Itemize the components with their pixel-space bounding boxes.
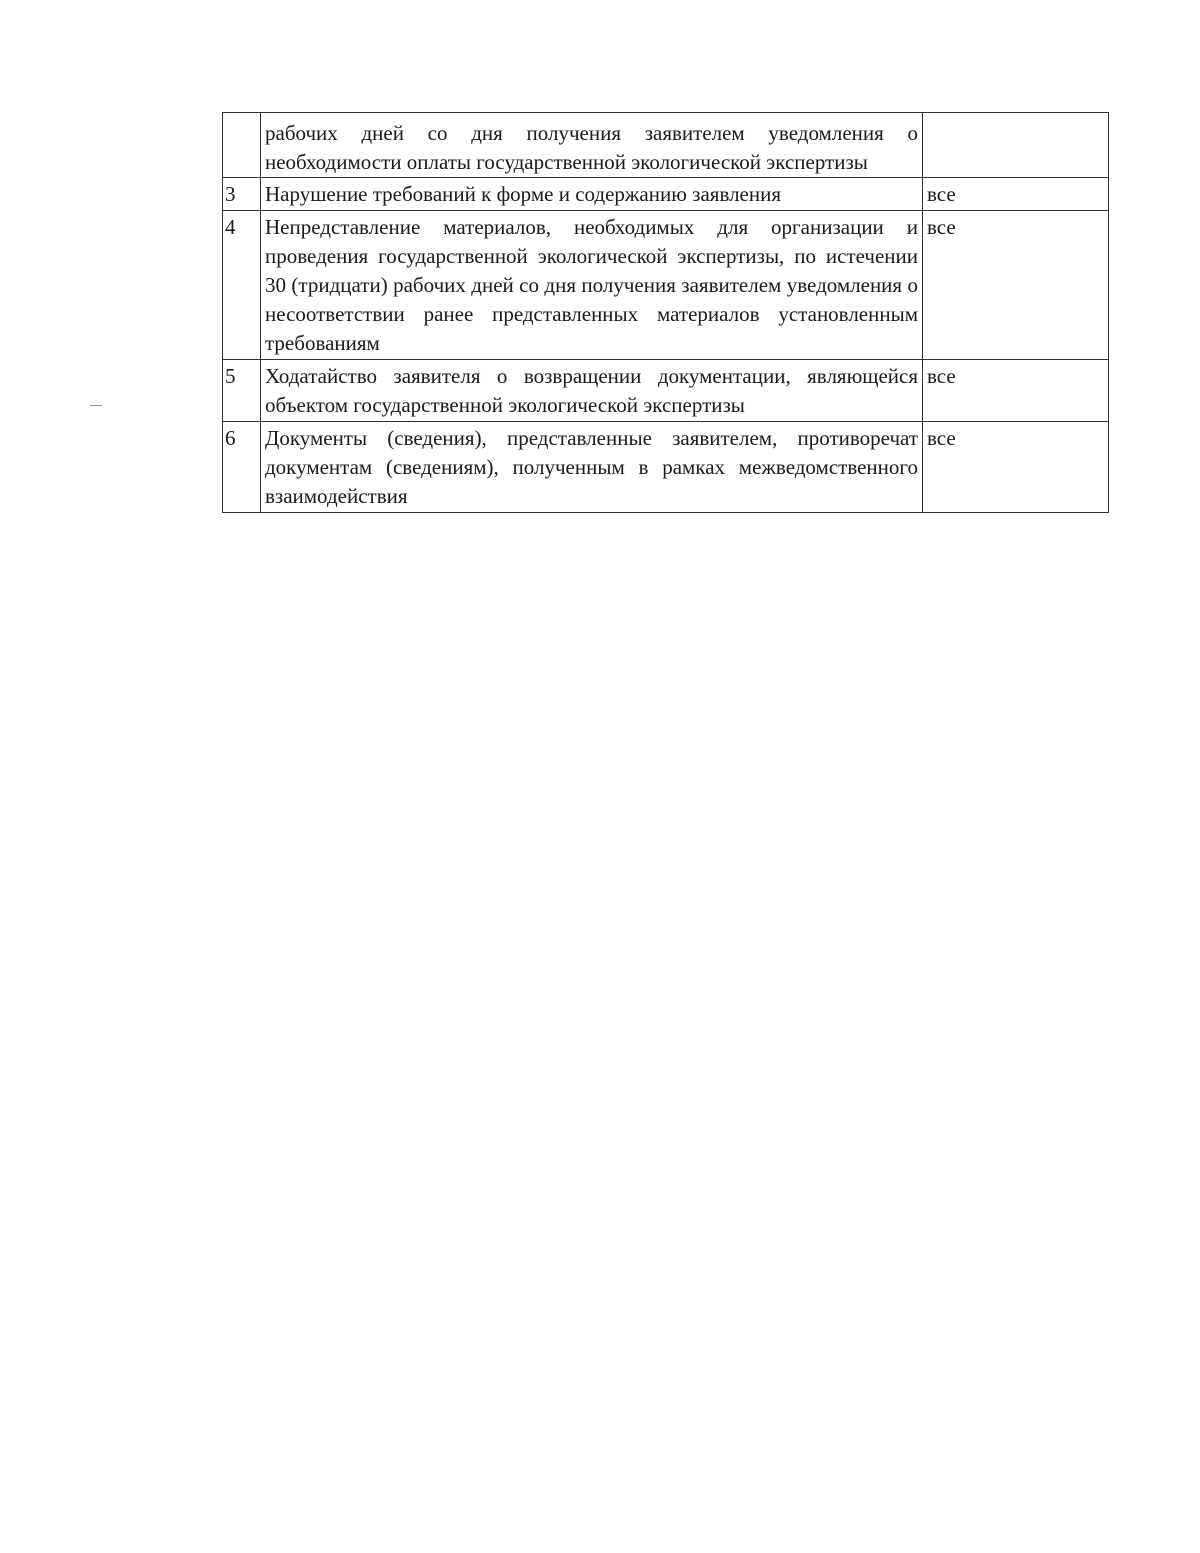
table-row [223, 211, 1109, 360]
row-text: Непредставление материалов, необходимых для организации и проведения государственной экологической экспертизы, по истечении 30 (тридцати) рабочих дней со дня получения заявителем уведомления о несоответствии ранее представленных материалов установленным требованиям [261, 211, 923, 360]
row-number: 5 [223, 360, 261, 422]
row-applies-to: все [923, 360, 1109, 422]
table-row [223, 360, 1109, 422]
row-text: Нарушение требований к форме и содержанию заявления [261, 178, 923, 211]
row-text: Ходатайство заявителя о возвращении документации, являющейся объектом государственной экологической экспертизы [261, 360, 923, 422]
row-number [223, 113, 261, 178]
table-row [223, 422, 1109, 513]
refusal-grounds-table [222, 112, 1109, 513]
row-text: рабочих дней со дня получения заявителем уведомления о необходимости оплаты государственной экологической экспертизы [261, 113, 923, 178]
row-applies-to [923, 113, 1109, 178]
table-row [223, 113, 1109, 178]
scan-artifact-mark [90, 405, 102, 406]
row-number: 4 [223, 211, 261, 360]
row-applies-to: все [923, 178, 1109, 211]
row-applies-to: все [923, 211, 1109, 360]
table-row [223, 178, 1109, 211]
row-applies-to: все [923, 422, 1109, 513]
row-text: Документы (сведения), представленные заявителем, противоречат документам (сведениям), полученным в рамках межведомственного взаимодействия [261, 422, 923, 513]
row-number: 3 [223, 178, 261, 211]
row-number: 6 [223, 422, 261, 513]
